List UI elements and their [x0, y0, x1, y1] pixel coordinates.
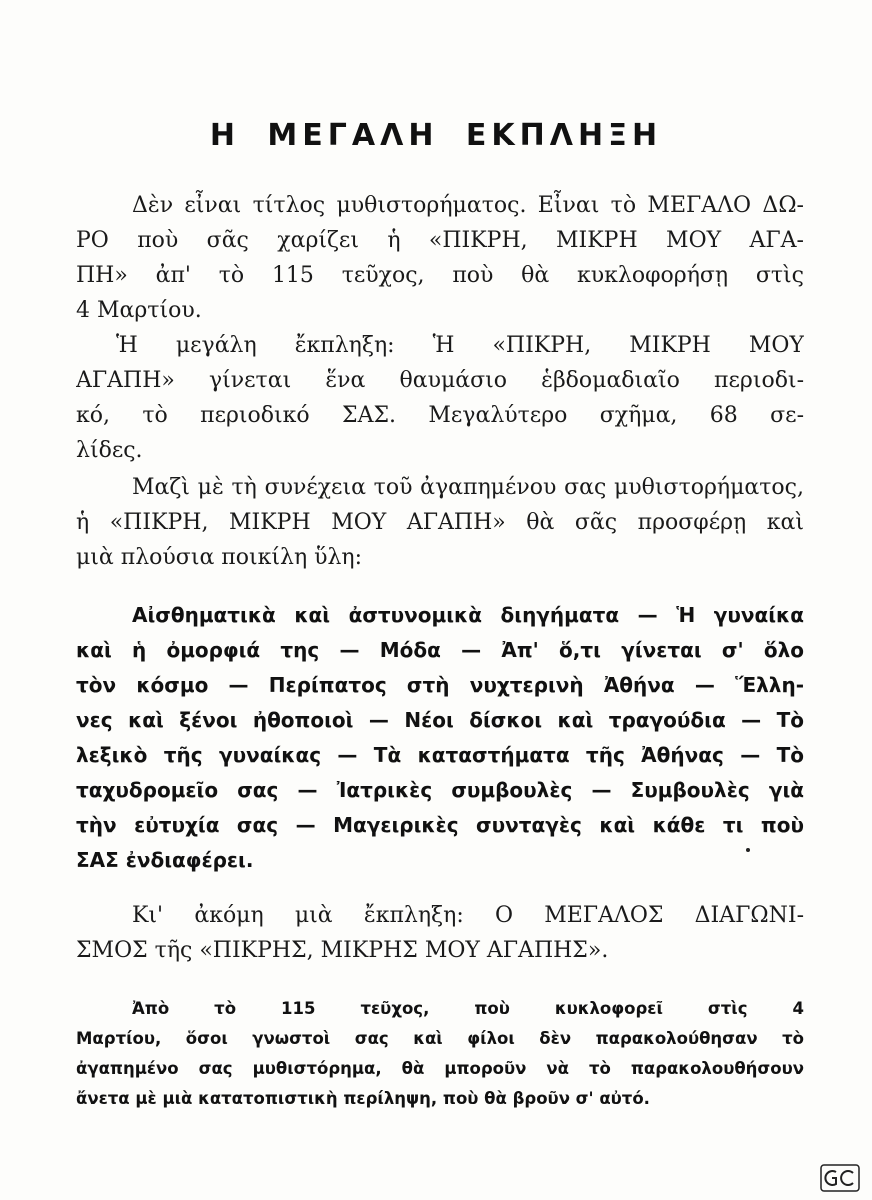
text-line: Ἡ μεγάλη ἔκπληξη: Ἡ «ΠΙΚΡΗ, ΜΙΚΡΗ ΜΟΥ: [116, 333, 804, 358]
text-line: 4 Μαρτίου.: [76, 298, 202, 323]
text-line: ΡΟ ποὺ σᾶς χαρίζει ἡ «ΠΙΚΡΗ, ΜΙΚΡΗ ΜΟΥ ΑΓΑ-: [76, 228, 804, 253]
text-line: Δὲν εἶναι τίτλος μυθιστορήματος. Εἶναι τὸ ΜΕΓΑΛΟ ΔΩ-: [132, 193, 804, 218]
text-line: ἄνετα μὲ μιὰ κατατοπιστικὴ περίληψη, ποὺ θὰ βροῦν σ' αὐτό.: [76, 1089, 650, 1108]
stray-dot: [746, 848, 750, 852]
text-line: ἡ «ΠΙΚΡΗ, ΜΙΚΡΗ ΜΟΥ ΑΓΑΠΗ» θὰ σᾶς προσφέρῃ καὶ: [76, 510, 804, 535]
text-line: ΠΗ» ἀπ' τὸ 115 τεῦχος, ποὺ θὰ κυκλοφορήσῃ στὶς: [76, 263, 804, 288]
paragraph-surprise: [76, 328, 804, 468]
text-line: κό, τὸ περιοδικό ΣΑΣ. Μεγαλύτερο σχῆμα, 68 σε-: [76, 403, 804, 428]
text-line: ΣΜΟΣ τῆς «ΠΙΚΡΗΣ, ΜΙΚΡΗΣ ΜΟΥ ΑΓΑΠΗΣ».: [76, 938, 609, 963]
text-line: Μαζὶ μὲ τὴ συνέχεια τοῦ ἀγαπημένου σας μυθιστορήματος,: [132, 475, 804, 500]
text-line: Ἀπὸ τὸ 115 τεῦχος, ποὺ κυκλοφορεῖ στὶς 4: [132, 999, 804, 1018]
text-line: νες καὶ ξένοι ἠθοποιοὶ — Νέοι δίσκοι καὶ τραγούδια — Τὸ: [76, 708, 804, 732]
text-line: καὶ ἡ ὀμορφιά της — Μόδα — Ἀπ' ὅ,τι γίνεται σ' ὅλο: [76, 638, 804, 662]
text-line: ταχυδρομεῖο σας — Ἰατρικὲς συμβουλὲς — Συμβουλὲς γιὰ: [76, 778, 804, 802]
text-line: Αἰσθηματικὰ καὶ ἀστυνομικὰ διηγήματα — Ἡ γυναίκα: [132, 603, 804, 627]
text-line: τὸν κόσμο — Περίπατος στὴ νυχτερινὴ Ἀθήνα — Ἕλλη-: [76, 673, 804, 697]
text-line: λεξικὸ τῆς γυναίκας — Τὰ καταστήματα τῆς Ἀθήνας — Τὸ: [76, 743, 804, 767]
text-line: μιὰ πλούσια ποικίλη ὕλη:: [76, 545, 363, 570]
text-line: ἀγαπημένο σας μυθιστόρημα, θὰ μποροῦν νὰ τὸ παρακολουθήσουν: [76, 1059, 804, 1078]
text-line: λίδες.: [76, 438, 143, 463]
paragraph-contents-list: [76, 598, 804, 878]
paragraph-contest: [76, 898, 804, 968]
page-title: Η ΜΕΓΑΛΗ ΕΚΠΛΗΞΗ: [209, 118, 663, 153]
text-line: Κι' ἀκόμη μιὰ ἔκπληξη: Ο ΜΕΓΑΛΟΣ ΔΙΑΓΩΝΙ-: [132, 903, 804, 928]
paragraph-intro: [76, 188, 804, 328]
text-line: Μαρτίου, ὅσοι γνωστοὶ σας καὶ φίλοι δὲν παρακολούθησαν τὸ: [76, 1029, 804, 1048]
text-line: ΣΑΣ ἐνδιαφέρει.: [76, 848, 254, 872]
corner-logo-icon: [820, 1164, 860, 1192]
paragraph-summary-note: [76, 994, 804, 1114]
paragraph-content-intro: [76, 470, 804, 575]
text-line: τὴν εὐτυχία σας — Μαγειρικὲς συνταγὲς καὶ κάθε τι ποὺ: [76, 813, 804, 837]
text-line: ΑΓΑΠΗ» γίνεται ἕνα θαυμάσιο ἑβδομαδιαῖο περιοδι-: [76, 368, 804, 393]
